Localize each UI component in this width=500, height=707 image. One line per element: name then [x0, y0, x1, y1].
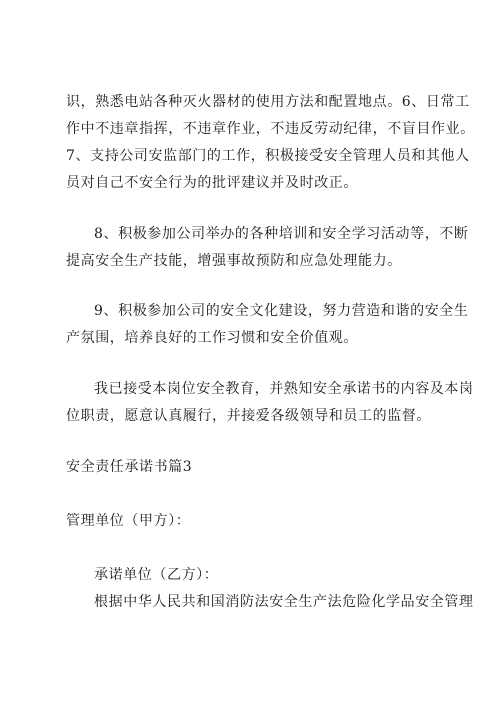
- text-line: 我已接受本岗位安全教育，并熟知安全承诺书的内容及本岗: [94, 381, 474, 397]
- text-line: 根据中华人民共和国消防法安全生产法危险化学品安全管理: [94, 594, 474, 610]
- text-line: 承诺单位（乙方）：: [94, 567, 219, 583]
- text-line: 7、支持公司安监部门的工作，积极接受安全管理人员和其他人: [66, 148, 470, 164]
- text-line: 识，熟悉电站各种灭火器材的使用方法和配置地点。6、日常工: [66, 94, 470, 110]
- text-line: 管理单位（甲方）：: [66, 513, 191, 529]
- section-heading: 安全责任承诺书篇3: [66, 459, 193, 475]
- text-line: 提高安全生产技能，增强事故预防和应急处理能力。: [66, 253, 402, 269]
- text-line: 8、积极参加公司举办的各种培训和安全学习活动等，不断: [94, 226, 469, 242]
- text-line: 9、积极参加公司的安全文化建设，努力营造和谐的安全生: [94, 303, 469, 319]
- text-line: 产氛围，培养良好的工作习惯和安全价值观。: [66, 330, 358, 346]
- text-line: 员对自己不安全行为的批评建议并及时改正。: [66, 175, 358, 191]
- text-line: 作中不违章指挥，不违章作业，不违反劳动纪律，不盲目作业。: [66, 121, 475, 137]
- text-line: 位职责，愿意认真履行，并接爱各级领导和员工的监督。: [66, 408, 431, 424]
